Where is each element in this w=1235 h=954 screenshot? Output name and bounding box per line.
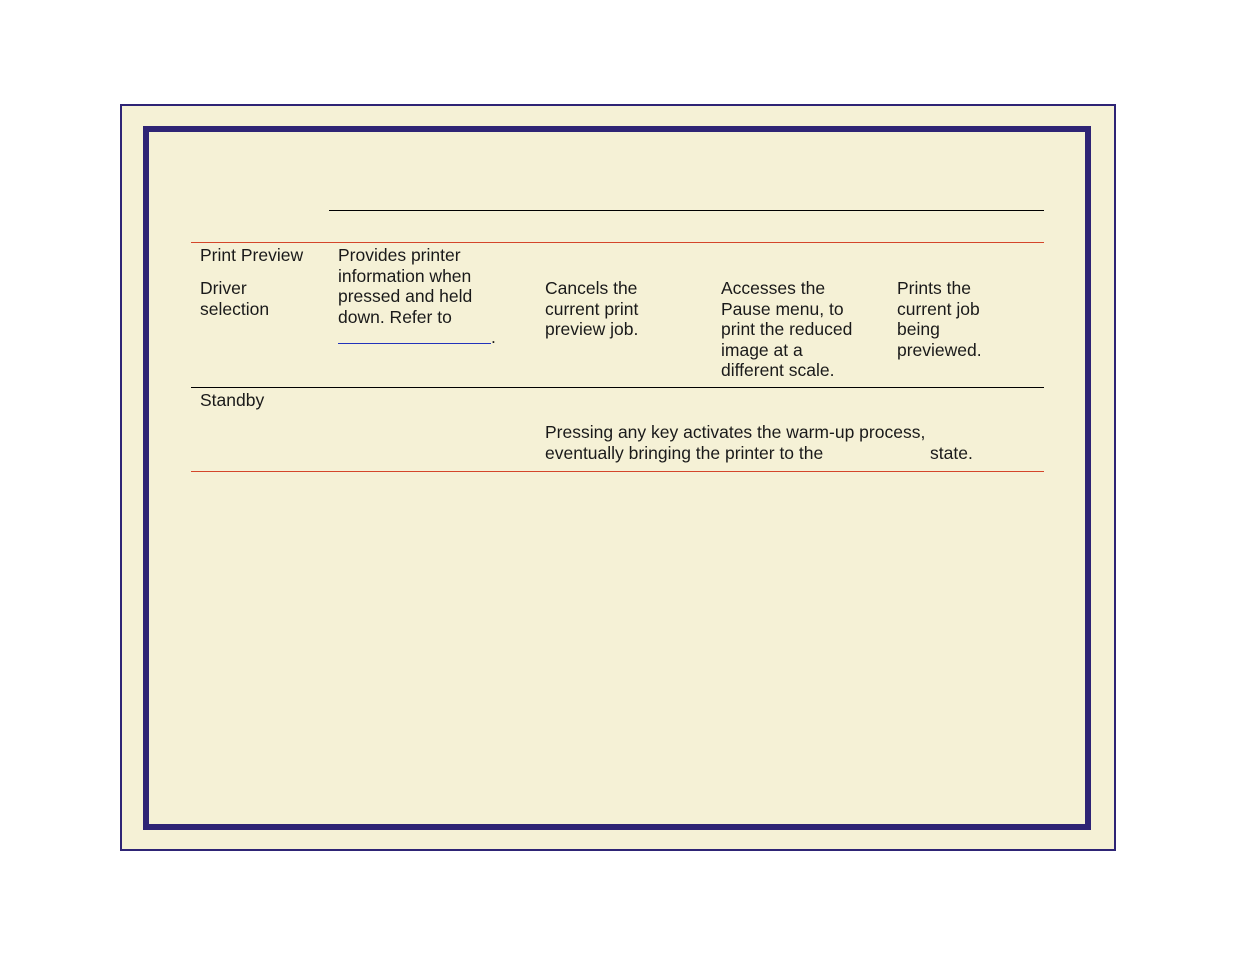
standby-note-line2-end: state. [930, 443, 973, 463]
submode-label: Driver selection [200, 278, 270, 319]
mode-label: Standby [200, 390, 265, 410]
standby-note-line2: eventually bringing the printer to the [545, 443, 824, 463]
cross-reference-link[interactable] [338, 343, 491, 344]
key2-description: Cancels the current print preview job. [545, 278, 639, 339]
row-divider-top [191, 242, 1044, 243]
link-period: . [491, 327, 496, 347]
table-bottom-rule [191, 471, 1044, 472]
mode-label: Print Preview [200, 245, 304, 265]
key3-description: Accesses the Pause menu, to print the reduced image at a different scale. [721, 278, 853, 380]
key1-description: Provides printer information when pressed and held down. Refer to [338, 245, 473, 327]
standby-note-line1: Pressing any key activates the warm-up process, [545, 422, 926, 442]
page-inner-frame [143, 126, 1091, 830]
table-header-rule [329, 210, 1044, 211]
row-divider [191, 387, 1044, 388]
key4-description: Prints the current job being previewed. [897, 278, 982, 360]
